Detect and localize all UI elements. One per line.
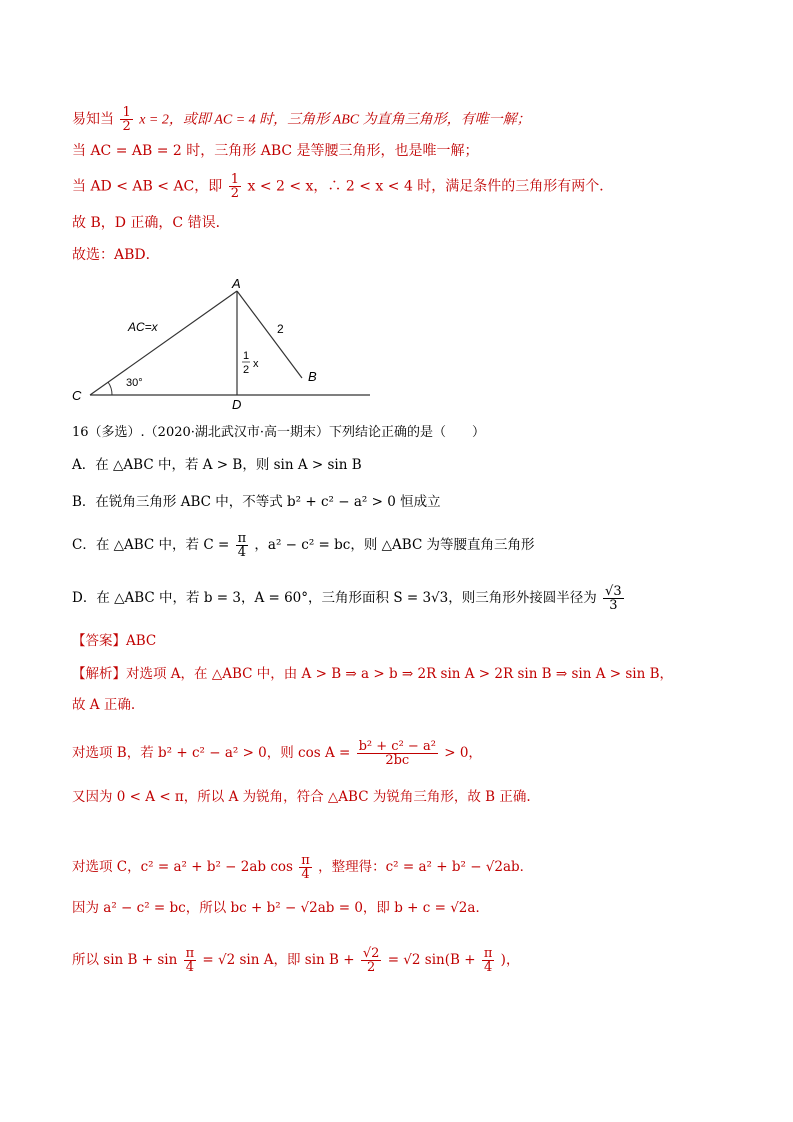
label-a: A: [232, 276, 241, 291]
option-d: [72, 585, 626, 612]
text-segment: 对选项 B，若 b² + c² − a² > 0，则 cos A =: [72, 745, 351, 761]
solution-line-4: 故 B，D 正确，C 错误．: [72, 215, 230, 231]
solution-line-3: [72, 173, 613, 200]
solution-line-1: [72, 106, 531, 133]
question-stem: 16（多选）.（2020·湖北武汉市·高一期末）下列结论正确的是（ ）: [72, 425, 486, 440]
text-segment: 当 AD < AB < AC，即: [72, 178, 223, 195]
solution-line-2: 当 AC = AB = 2 时，三角形 ABC 是等腰三角形，也是唯一解；: [72, 143, 479, 159]
analysis-label: 【解析】: [72, 666, 126, 682]
label-b: B: [308, 369, 317, 384]
text-segment: x < 2 < x，∴ 2 < x < 4 时，满足条件的三角形有两个．: [247, 178, 614, 195]
analysis-line-3: [72, 740, 482, 767]
triangle-figure: [64, 274, 384, 414]
text-segment: x = 2，或即 AC = 4 时，三角形 ABC 为直角三角形，有唯一解；: [139, 112, 531, 128]
fraction-pi-over-4: $\frac{\pi}{4}$: [483, 946, 493, 975]
solution-line-5: 故选：ABD．: [72, 247, 160, 263]
option-a: A．在 △ABC 中，若 A > B，则 sin A > sin B: [72, 457, 362, 473]
fraction-pi-over-4: $\frac{\pi}{4}$: [301, 853, 310, 882]
analysis-line-4: 又因为 0 < A < π，所以 A 为锐角，符合 △ABC 为锐角三角形，故 B 正确.: [72, 789, 531, 805]
fraction-pi-over-4: $\frac{\pi}{4}$: [237, 531, 247, 560]
text-segment: C．在 △ABC 中，若 C =: [72, 537, 230, 553]
analysis-line-5: [72, 854, 533, 881]
text-segment: )，: [500, 952, 520, 968]
fraction-half: $\frac{1}{2}$: [122, 105, 131, 134]
analysis-line-6: 因为 a² − c² = bc，所以 bc + b² − √2ab = 0，即 b + c = √2a．: [72, 900, 489, 916]
fraction-cos-a: $\frac{\text{b² + c² − a²}}{2bc}$: [358, 739, 436, 768]
text-segment: 所以 sin B + sin: [72, 952, 178, 968]
text-segment: D．在 △ABC 中，若 b = 3，A = 60°，三角形面积 S = 3√3，则三角形外接圆半径为: [72, 590, 597, 606]
text-segment: > 0，: [444, 745, 482, 761]
angle-arc: [108, 382, 112, 395]
text-segment: 对选项 C，c² = a² + b² − 2ab cos: [72, 859, 293, 875]
label-half-x: x: [253, 358, 259, 370]
text-segment: ，a² − c² = bc，则 △ABC 为等腰直角三角形: [254, 537, 535, 553]
answer-value: ABC: [126, 633, 157, 649]
label-angle-30: 30°: [126, 377, 143, 389]
text-segment: 易知当: [72, 111, 114, 128]
fraction-sqrt3-over-3: $\frac{√3}{3}$: [605, 584, 622, 613]
option-b: B．在锐角三角形 ABC 中，不等式 b² + c² − a² > 0 恒成立: [72, 494, 441, 510]
answer-label: 【答案】: [72, 633, 126, 649]
answer-line: [72, 631, 156, 651]
segment-ac: [90, 291, 237, 395]
label-d: D: [232, 397, 242, 412]
fraction-sqrt2-over-2: $\frac{√2}{2}$: [362, 946, 380, 975]
text-segment: = √2 sin(B +: [387, 952, 476, 968]
label-half-num: 1: [243, 350, 250, 362]
analysis-line-7: [72, 947, 519, 974]
text-segment: 对选项 A，在 △ABC 中，由 A > B ⇒ a > b ⇒ 2R sin A > 2R sin B ⇒ sin A > sin B，: [126, 666, 674, 682]
label-ab-length: 2: [277, 322, 284, 336]
analysis-line-1: [72, 664, 673, 684]
fraction-pi-over-4: $\frac{\pi}{4}$: [185, 946, 195, 975]
text-segment: = √2 sin A，即 sin B +: [202, 952, 355, 968]
label-c: C: [72, 388, 82, 403]
text-segment: ，整理得：c² = a² + b² − √2ab．: [318, 859, 534, 875]
fraction-half: $\frac{1}{2}$: [230, 172, 240, 201]
option-c: [72, 532, 535, 559]
analysis-line-2: 故 A 正确.: [72, 697, 136, 713]
label-ac-x: AC=x: [128, 320, 158, 334]
label-half-den: 2: [243, 364, 250, 376]
